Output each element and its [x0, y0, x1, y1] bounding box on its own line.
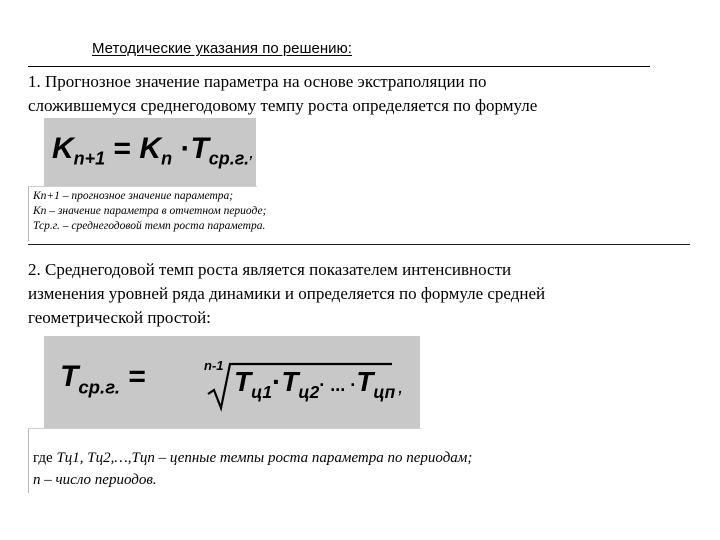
legend-item: Тср.г. – среднегодовой темп роста параметра.: [33, 220, 266, 232]
root-index: n-1: [204, 358, 224, 373]
formula-forecast: [44, 118, 256, 186]
header-divider: [28, 66, 650, 67]
note-text: [33, 447, 472, 491]
formula-equals: =: [113, 132, 132, 165]
radicand: $T_{ц1}\cdot T_{ц2}\cdot$ ... $\cdot T_{цп}$: [234, 366, 396, 402]
formula-k: K: [139, 132, 162, 165]
section2-line1: 2. Среднегодовой темп роста является показателем интенсивности: [28, 260, 512, 279]
formula-t-sub: ср.г.: [208, 148, 250, 169]
section1-line2: сложившемуся среднегодовому темпу роста определяется по формуле: [28, 96, 538, 115]
section2-text: [28, 258, 698, 330]
formula-t: T: [190, 132, 209, 165]
section-divider: [28, 244, 690, 245]
legend-box: [28, 186, 267, 241]
formula2-dots: · ... ·: [319, 375, 357, 395]
formula2-lhs-t: T: [60, 360, 79, 393]
formula-lhs-sub: n+1: [73, 148, 106, 169]
note-box: [28, 428, 473, 493]
note-line1-text: Тц1, Тц2,…,Тцп – цепные темпы роста параметра по периодам;: [56, 450, 473, 466]
section1-line1: 1. Прогнозное значение параметра на основе экстраполяции по: [28, 72, 487, 91]
formula-forecast-expression: [52, 132, 254, 169]
formula2-t2-sub: ц2: [298, 381, 320, 402]
legend-item: Кп+1 – прогнозное значение параметра;: [33, 190, 234, 202]
page-title: Методические указания по решению:: [92, 40, 352, 57]
section1-text: [28, 70, 678, 118]
legend-item: Кп – значение параметра в отчетном периоде;: [33, 205, 267, 217]
formula-end: ,: [249, 142, 255, 162]
formula-geometric-mean: [44, 336, 420, 428]
note-line1: [33, 447, 472, 469]
formula2-end: ,: [398, 376, 404, 398]
section2-line2: изменения уровней ряда динамики и определяется по формуле средней: [28, 284, 546, 303]
formula2-lhs-sub: ср.г.: [78, 376, 121, 398]
note-line2: п – число периодов.: [33, 472, 157, 488]
formula2-t1: T: [234, 366, 252, 397]
formula2-t1-sub: ц1: [251, 381, 272, 402]
note-prefix: где: [33, 450, 57, 466]
section2-line3: геометрической простой:: [28, 308, 211, 327]
formula-lhs-k: K: [52, 132, 74, 165]
formula-dot: ·: [180, 132, 191, 165]
formula-k-sub: n: [161, 148, 173, 169]
legend-list: [33, 189, 266, 234]
formula2-tn-sub: цп: [373, 381, 396, 402]
formula2-t2: T: [281, 366, 299, 397]
formula-tsr-lhs: [60, 360, 146, 398]
formula2-equals: =: [128, 360, 146, 393]
formula2-tn: T: [356, 366, 374, 397]
